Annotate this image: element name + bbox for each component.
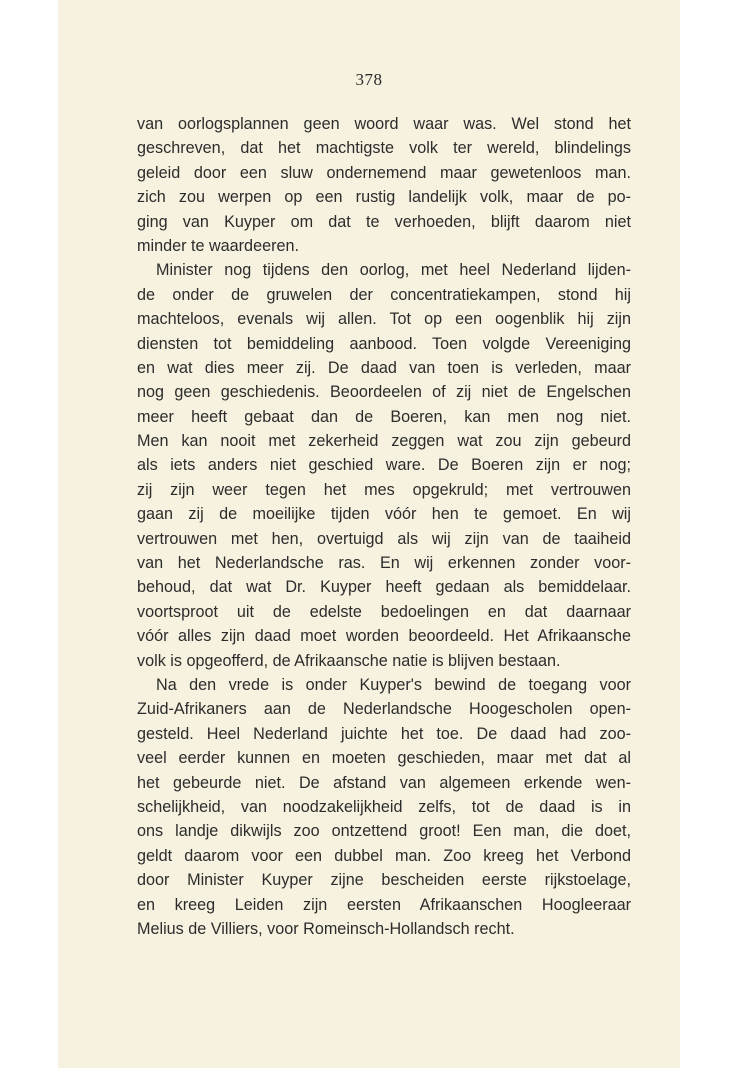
page-number: 378	[355, 70, 383, 89]
text-line: zich zou werpen op een rustig landelijk volk, maar de po-	[137, 188, 631, 207]
text-line: Zuid-Afrikaners aan de Nederlandsche Hoogescholen open-	[137, 700, 631, 719]
text-line: als iets anders niet geschied ware. De Boeren zijn er nog;	[137, 456, 631, 475]
book-page	[58, 0, 680, 1068]
text-line: het gebeurde niet. De afstand van algemeen erkende wen-	[137, 773, 631, 792]
text-line: voortsproot uit de edelste bedoelingen en dat daarnaar	[137, 602, 631, 621]
text-line: schelijkheid, van noodzakelijkheid zelfs, tot de daad is in	[137, 797, 631, 816]
paragraph-1	[137, 112, 631, 258]
text-line: minder te waardeeren.	[137, 236, 299, 255]
text-line: diensten tot bemiddeling aanbood. Toen volgde Vereeniging	[137, 334, 631, 353]
text-line: geschreven, dat het machtigste volk ter wereld, blindelings	[137, 139, 631, 158]
text-line: van het Nederlandsche ras. En wij erkennen zonder voor-	[137, 554, 631, 573]
text-line: ons landje dikwijls zoo ontzettend groot! Een man, die doet,	[137, 822, 631, 841]
text-line: vóór alles zijn daad moet worden beoordeeld. Het Afrikaansche	[137, 627, 631, 646]
text-line: Na den vrede is onder Kuyper's bewind de toegang voor	[156, 675, 631, 694]
paragraph-2	[137, 258, 631, 673]
text-line: door Minister Kuyper zijne bescheiden eerste rijkstoelage,	[137, 871, 631, 890]
text-line: nog geen geschiedenis. Beoordeelen of zij niet de Engelschen	[137, 383, 631, 402]
text-line: en kreeg Leiden zijn eersten Afrikaanschen Hoogleeraar	[137, 895, 631, 914]
text-line: meer heeft gebaat dan de Boeren, kan men nog niet.	[137, 407, 631, 426]
text-line: van oorlogsplannen geen woord waar was. Wel stond het	[137, 115, 631, 133]
text-line: geleid door een sluw ondernemend maar gewetenloos man.	[137, 163, 631, 182]
text-line: de onder de gruwelen der concentratiekampen, stond hij	[137, 285, 631, 304]
text-line: gesteld. Heel Nederland juichte het toe. De daad had zoo-	[137, 724, 631, 743]
text-line: Men kan nooit met zekerheid zeggen wat zou zijn gebeurd	[137, 432, 631, 451]
text-line: Melius de Villiers, voor Romeinsch-Hollandsch recht.	[137, 919, 515, 938]
text-line: volk is opgeofferd, de Afrikaansche natie is blijven bestaan.	[137, 651, 561, 670]
paragraph-3	[137, 673, 631, 941]
text-line: zij zijn weer tegen het mes opgekruld; met vertrouwen	[137, 480, 631, 499]
text-line: gaan zij de moeilijke tijden vóór hen te gemoet. En wij	[137, 505, 631, 524]
text-line: ging van Kuyper om dat te verhoeden, blijft daarom niet	[137, 212, 631, 231]
text-line: veel eerder kunnen en moeten geschieden, maar met dat al	[137, 749, 631, 768]
body-text	[137, 112, 631, 941]
text-line: machteloos, evenals wij allen. Tot op een oogenblik hij zijn	[137, 310, 631, 329]
text-line: en wat dies meer zij. De daad van toen is verleden, maar	[137, 358, 631, 377]
text-line: Minister nog tijdens den oorlog, met heel Nederland lijden-	[156, 261, 631, 280]
text-line: geldt daarom voor een dubbel man. Zoo kreeg het Verbond	[137, 846, 631, 865]
text-line: vertrouwen met hen, overtuigd als wij zijn van de taaiheid	[137, 529, 631, 548]
text-line: behoud, dat wat Dr. Kuyper heeft gedaan als bemiddelaar.	[137, 578, 631, 597]
